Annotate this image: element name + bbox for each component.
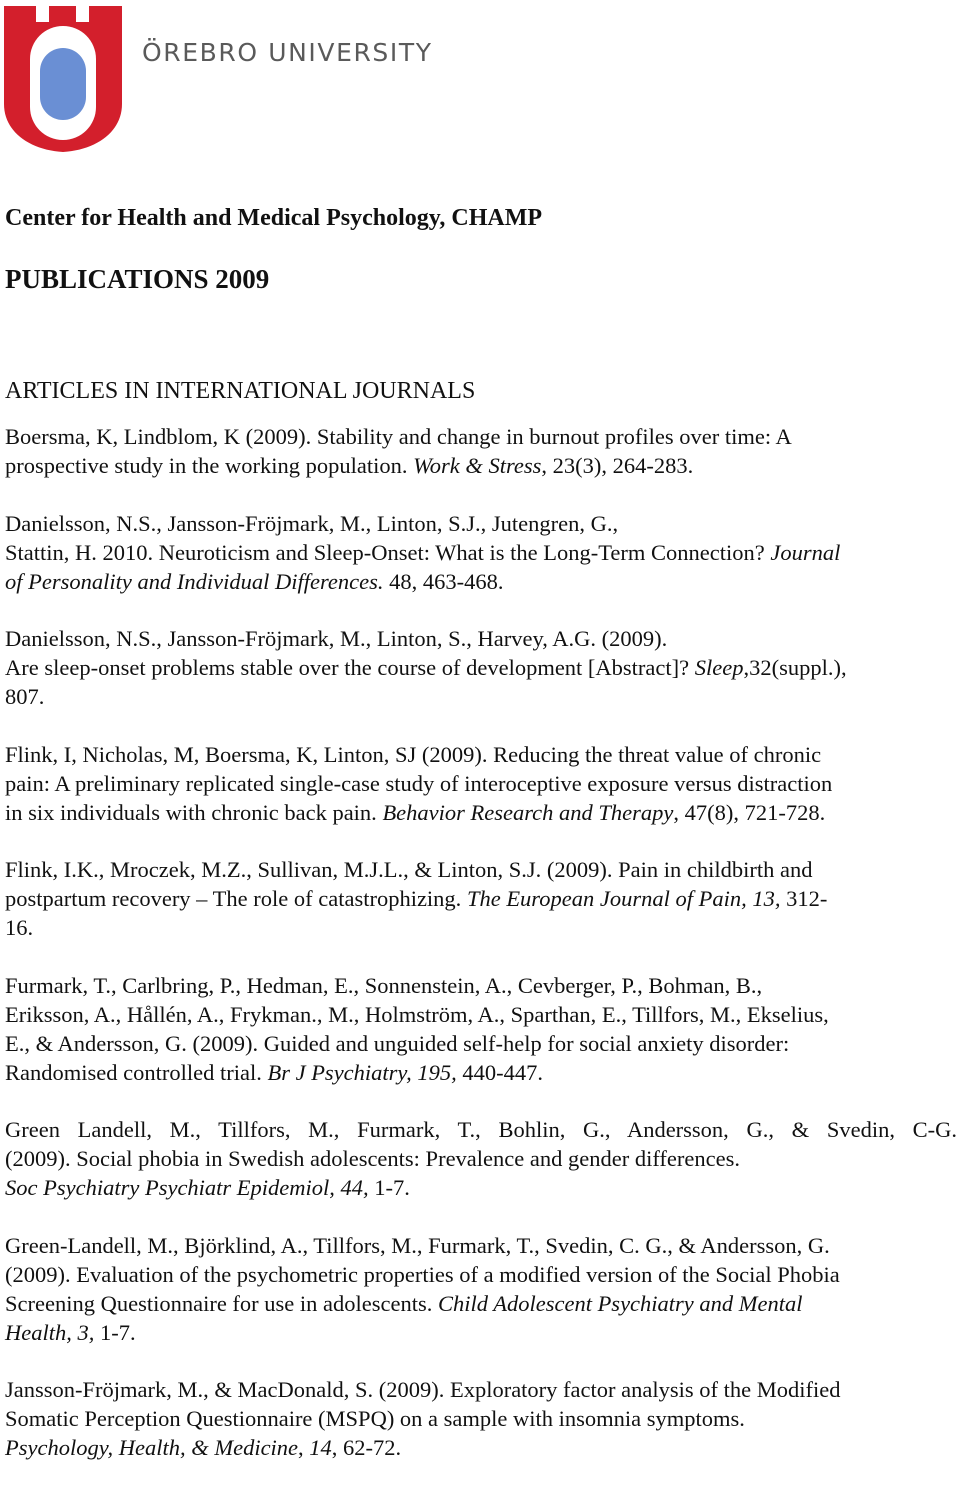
reference-line bbox=[5, 1433, 957, 1462]
reference-text: 440-447. bbox=[456, 1059, 544, 1085]
reference-line bbox=[5, 1173, 957, 1202]
reference-text: Stattin, H. 2010. Neuroticism and Sleep-Onset: What is the Long-Term Connection? bbox=[5, 539, 771, 565]
journal-name: Child Adolescent Psychiatry and Mental bbox=[438, 1290, 803, 1316]
reference-text: Randomised controlled trial. bbox=[5, 1059, 268, 1085]
reference-line: Jansson-Fröjmark, M., & MacDonald, S. (2009). Exploratory factor analysis of the Modified bbox=[5, 1377, 841, 1402]
reference-text: 1-7. bbox=[368, 1175, 410, 1200]
reference-line bbox=[5, 884, 957, 913]
university-logo bbox=[0, 0, 433, 155]
reference-line: Furmark, T., Carlbring, P., Hedman, E., Sonnenstein, A., Cevberger, P., Bohman, B., bbox=[5, 972, 763, 998]
section-title: ARTICLES IN INTERNATIONAL JOURNALS bbox=[5, 378, 476, 404]
reference-line: Danielsson, N.S., Jansson-Fröjmark, M., Linton, S.J., Jutengren, G., bbox=[5, 510, 619, 536]
reference-item bbox=[5, 855, 957, 942]
reference-line bbox=[5, 1289, 957, 1318]
reference-text: , 47(8), 721-728. bbox=[673, 799, 826, 825]
center-heading: Center for Health and Medical Psychology, CHAMP bbox=[5, 205, 543, 231]
reference-line bbox=[5, 1318, 957, 1347]
reference-line bbox=[5, 653, 957, 682]
reference-line: Flink, I, Nicholas, M, Boersma, K, Linton, SJ (2009). Reducing the threat value of chronic bbox=[5, 741, 822, 767]
journal-name: of Personality and Individual Differences. bbox=[5, 568, 384, 594]
reference-text: prospective study in the working population. bbox=[5, 453, 414, 478]
reference-item bbox=[5, 1231, 957, 1347]
reference-text: in six individuals with chronic back pain. bbox=[5, 799, 383, 825]
reference-line: (2009). Evaluation of the psychometric properties of a modified version of the Social Phobia bbox=[5, 1261, 840, 1287]
reference-item bbox=[5, 971, 957, 1087]
reference-list bbox=[5, 422, 957, 1491]
reference-text: , bbox=[298, 1435, 310, 1460]
reference-text: 312- bbox=[780, 886, 828, 911]
university-shield-icon bbox=[0, 0, 130, 155]
reference-item bbox=[5, 1115, 957, 1202]
reference-line bbox=[5, 451, 957, 480]
reference-text: ,32(suppl.), bbox=[743, 655, 847, 680]
reference-text: Screening Questionnaire for use in adolescents. bbox=[5, 1290, 438, 1316]
journal-name: Soc Psychiatry Psychiatr Epidemiol, 44, bbox=[5, 1175, 369, 1200]
reference-line bbox=[5, 538, 957, 567]
reference-line: Eriksson, A., Hållén, A., Frykman., M., Holmström, A., Sparthan, E., Tillfors, M., Ekselius, bbox=[5, 1001, 829, 1027]
journal-name: Behavior Research and Therapy bbox=[382, 799, 674, 825]
reference-text: , 23(3), 264-283. bbox=[541, 453, 694, 478]
reference-item bbox=[5, 624, 957, 711]
reference-line: E., & Andersson, G. (2009). Guided and unguided self-help for social anxiety disorder: bbox=[5, 1030, 790, 1056]
journal-name: Psychology, Health, & Medicine bbox=[5, 1435, 299, 1460]
reference-line: Danielsson, N.S., Jansson-Fröjmark, M., Linton, S., Harvey, A.G. (2009). bbox=[5, 626, 668, 651]
reference-line: Somatic Perception Questionnaire (MSPQ) on a sample with insomnia symptoms. bbox=[5, 1406, 745, 1431]
reference-text: 1-7. bbox=[94, 1319, 136, 1345]
reference-line: 16. bbox=[5, 915, 34, 940]
reference-line: Green Landell, M., Tillfors, M., Furmark, T., Bohlin, G., Andersson, G., & Svedin, C-G. bbox=[5, 1117, 957, 1142]
reference-line bbox=[5, 1058, 957, 1087]
reference-line bbox=[5, 567, 957, 596]
reference-text: postpartum recovery – The role of catastrophizing. bbox=[5, 886, 467, 911]
reference-item bbox=[5, 740, 957, 827]
reference-line: pain: A preliminary replicated single-case study of interoceptive exposure versus distraction bbox=[5, 770, 833, 796]
reference-line: 807. bbox=[5, 684, 45, 709]
university-name: ÖREBRO UNIVERSITY bbox=[142, 38, 433, 67]
reference-item bbox=[5, 509, 957, 596]
reference-line: Boersma, K, Lindblom, K (2009). Stability and change in burnout profiles over time: A bbox=[5, 424, 792, 449]
reference-text: Are sleep-onset problems stable over the course of development [Abstract]? bbox=[5, 655, 695, 680]
reference-item bbox=[5, 1375, 957, 1462]
reference-item bbox=[5, 422, 957, 480]
reference-line bbox=[5, 798, 957, 827]
reference-line: Green-Landell, M., Björklind, A., Tillfors, M., Furmark, T., Svedin, C. G., & Andersson, G. bbox=[5, 1232, 830, 1258]
reference-line: Flink, I.K., Mroczek, M.Z., Sullivan, M.J.L., & Linton, S.J. (2009). Pain in childbirth and bbox=[5, 857, 813, 882]
publications-title: PUBLICATIONS 2009 bbox=[5, 264, 270, 294]
journal-name: Work & Stress bbox=[413, 453, 542, 478]
reference-line: (2009). Social phobia in Swedish adolescents: Prevalence and gender differences. bbox=[5, 1146, 740, 1171]
reference-text: , 62-72. bbox=[331, 1435, 402, 1460]
reference-text: 48, 463-468. bbox=[383, 568, 504, 594]
journal-name: Br J Psychiatry, 195, bbox=[267, 1059, 457, 1085]
journal-name: Journal bbox=[770, 539, 841, 565]
journal-name: Health, 3, bbox=[5, 1319, 95, 1345]
journal-name: Sleep bbox=[694, 655, 744, 680]
journal-name: The European Journal of Pain, 13, bbox=[466, 886, 781, 911]
journal-volume: 14 bbox=[309, 1435, 332, 1460]
